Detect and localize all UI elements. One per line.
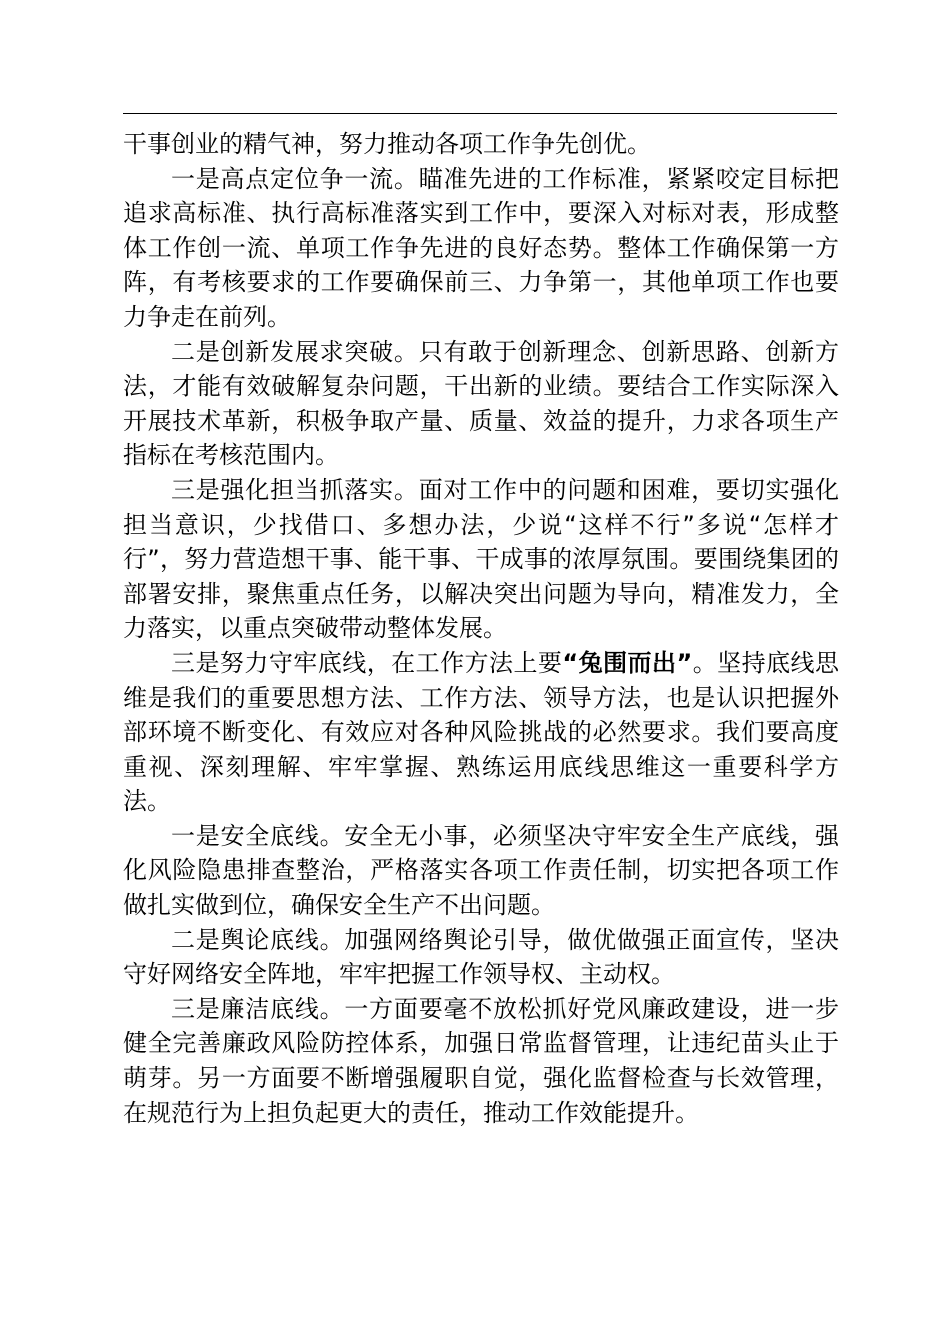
paragraph-text: 干事创业的精气神，努力推动各项工作争先创优。 xyxy=(123,130,651,158)
paragraph-safety-line xyxy=(123,819,839,923)
paragraph-text: 三是努力守牢底线，在工作方法上要 xyxy=(171,648,563,677)
paragraph-text: 一是高点定位争一流。瞄准先进的工作标准，紧紧咬定目标把追求高标准、执行高标准落实到工作中，要深入对标对表，形成整体工作创一流、单项工作争先进的良好态势。整体工作确保第一方阵，有考核要求的工作要确保前三、力争第一，其他单项工作也要力争走在前列。 xyxy=(123,164,839,331)
paragraph-innovation xyxy=(123,335,839,473)
paragraph-high-standard xyxy=(123,162,839,335)
paragraph-text: 三是廉洁底线。一方面要毫不放松抓好党风廉政建设，进一步健全完善廉政风险防控体系，加强日常监督管理，让违纪苗头止于萌芽。另一方面要不断增强履职自觉，强化监督检查与长效管理，在规范行为上担负起更大的责任，推动工作效能提升。 xyxy=(123,994,839,1127)
paragraph-responsibility xyxy=(123,473,839,646)
paragraph-text: 三是强化担当抓落实。面对工作中的问题和困难，要切实强化担当意识，少找借口、多想办法，少说“这样不行”多说“怎样才行”，努力营造想干事、能干事、干成事的浓厚氛围。要围绕集团的部署安排，聚焦重点任务，以解决突出问题为导向，精准发力，全力落实，以重点突破带动整体发展。 xyxy=(123,475,839,643)
paragraph-text: 一是安全底线。安全无小事，必须坚决守牢安全生产底线，强化风险隐患排查整治，严格落实各项工作责任制，切实把各项工作做扎实做到位，确保安全生产不出问题。 xyxy=(123,821,839,920)
paragraph-bottom-line xyxy=(123,646,839,819)
paragraph-text: 二是舆论底线。加强网络舆论引导，做优做强正面宣传，坚决守好网络安全阵地，牢牢把握工作领导权、主动权。 xyxy=(123,925,839,989)
paragraph-emphasis: “兔围而出” xyxy=(562,648,693,677)
paragraph-opinion-line xyxy=(123,923,839,992)
document-body xyxy=(123,127,839,1130)
header-rule xyxy=(123,113,837,114)
paragraph-integrity-line xyxy=(123,992,839,1130)
paragraph-text: 二是创新发展求突破。只有敢于创新理念、创新思路、创新方法，才能有效破解复杂问题，干出新的业绩。要结合工作实际深入开展技术革新，积极争取产量、质量、效益的提升，力求各项生产指标在考核范围内。 xyxy=(123,337,839,470)
paragraph-continuation xyxy=(123,127,839,162)
paragraph-text: 。坚持底线思维是我们的重要思想方法、工作方法、领导方法，也是认识把握外部环境不断变化、有效应对各种风险挑战的必然要求。我们要高度重视、深刻理解、牢牢掌握、熟练运用底线思维这一重要科学方法。 xyxy=(123,648,840,816)
